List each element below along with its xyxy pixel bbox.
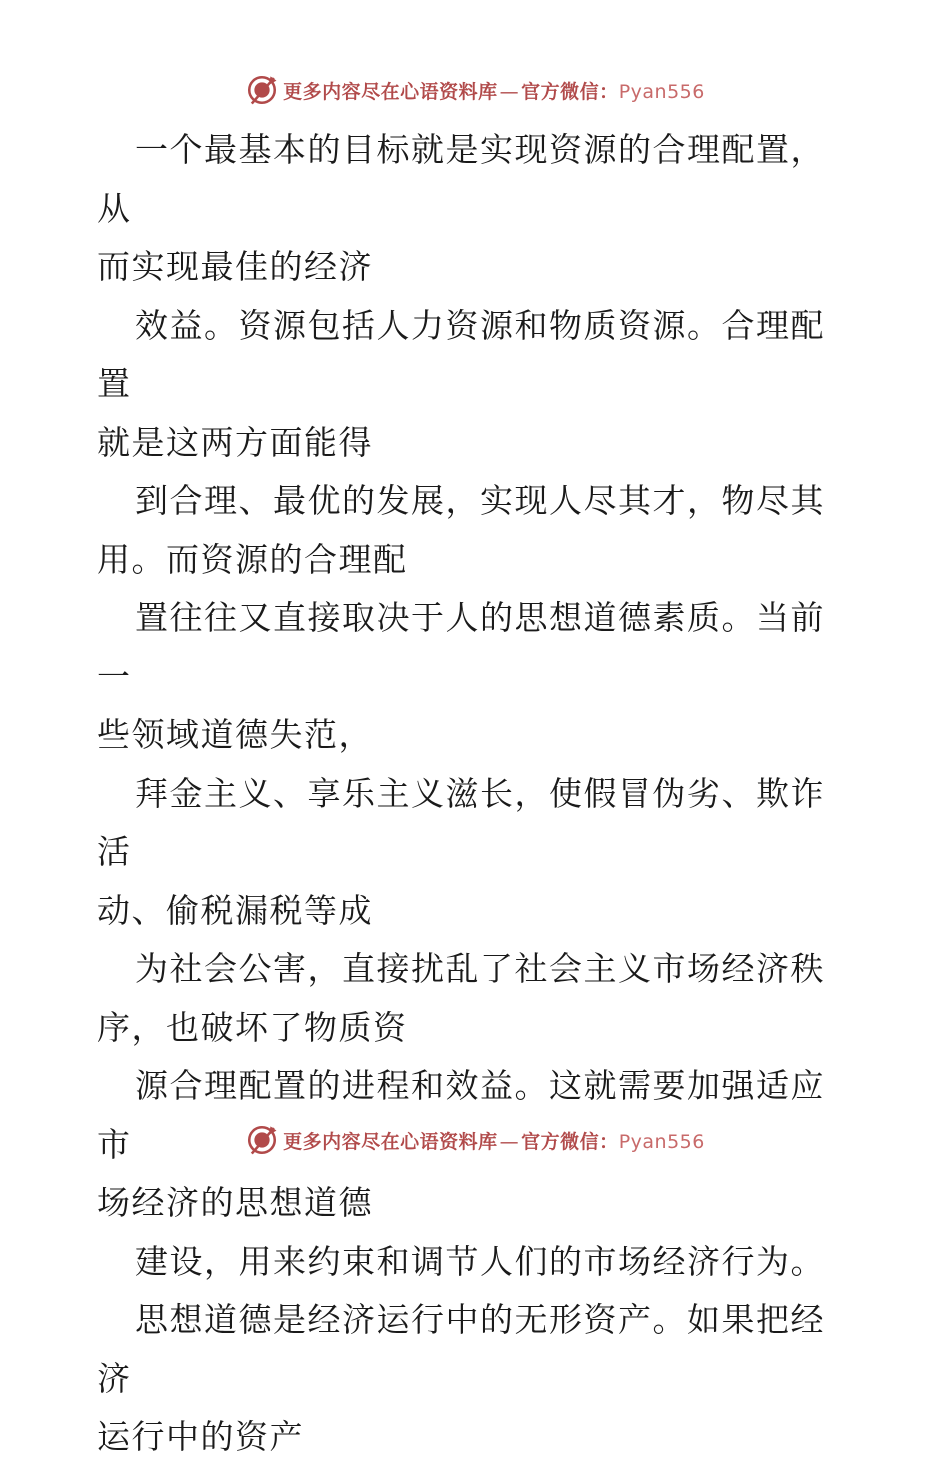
paragraph-5: 拜金主义、享乐主义滋长，使假冒伪劣、欺诈活 动、偷税漏税等成 bbox=[97, 773, 825, 930]
quill-seal-icon bbox=[245, 73, 279, 107]
banner-wechat-id: Pyan556 bbox=[618, 80, 705, 103]
paragraph-8: 建设，用来约束和调节人们的市场经济行为。 bbox=[135, 1241, 825, 1281]
paragraph-2: 效益。资源包括人力资源和物质资源。合理配置 就是这两方面能得 bbox=[97, 305, 825, 462]
footer-banner bbox=[0, 1122, 950, 1158]
banner-dash: — bbox=[499, 80, 520, 103]
paragraph-6: 为社会公害，直接扰乱了社会主义市场经济秩 序，也破坏了物质资 bbox=[97, 949, 825, 1047]
paragraph-9: 思想道德是经济运行中的无形资产。如果把经济 运行中的资产 bbox=[97, 1300, 825, 1456]
paragraph-1: 一个最基本的目标就是实现资源的合理配置，从 而实现最佳的经济 bbox=[97, 130, 825, 286]
quill-seal-icon bbox=[245, 1123, 279, 1157]
banner-wechat-label: 官方微信： bbox=[521, 1130, 619, 1153]
document-body bbox=[97, 121, 857, 1467]
banner-text bbox=[283, 1127, 705, 1154]
header-banner bbox=[0, 72, 950, 108]
paragraph-3: 到合理、最优的发展，实现人尽其才，物尽其 用。而资源的合理配 bbox=[97, 481, 825, 579]
banner-dash: — bbox=[499, 1130, 520, 1153]
paragraph-4: 置往往又直接取决于人的思想道德素质。当前一 些领域道德失范， bbox=[97, 598, 825, 754]
banner-main-text: 更多内容尽在心语资料库 bbox=[283, 80, 498, 103]
banner-main-text: 更多内容尽在心语资料库 bbox=[283, 1130, 498, 1153]
banner-wechat-label: 官方微信： bbox=[521, 80, 619, 103]
banner-wechat-id: Pyan556 bbox=[618, 1130, 705, 1153]
paragraph-7: 源合理配置的进程和效益。这就需要加强适应市 场经济的思想道德 bbox=[97, 1066, 825, 1222]
banner-text bbox=[283, 77, 705, 104]
